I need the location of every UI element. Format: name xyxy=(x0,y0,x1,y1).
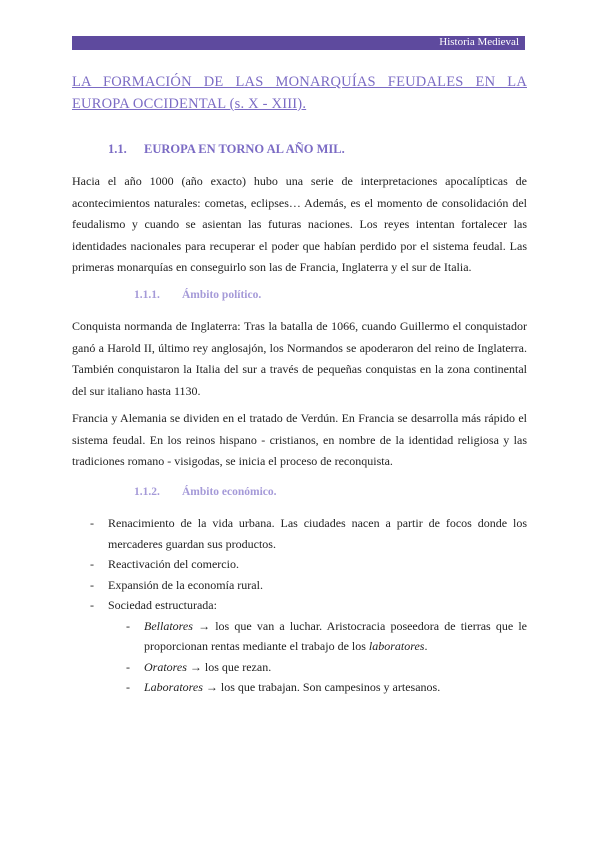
political-paragraph-2: Francia y Alemania se dividen en el tratado de Verdún. En Francia se desarrolla más rápido el sistema feudal. En los reinos hispano - cristianos, en nombre de la identidad religiosa y las tradiciones romano - visigodas, se inicia el proceso de reconquista. xyxy=(72,411,527,468)
society-sublist xyxy=(108,616,527,698)
subsection-title: Ámbito político. xyxy=(182,289,262,301)
subsection-number: 1.1.1. xyxy=(134,289,160,301)
header-bar xyxy=(72,36,525,50)
section-title: EUROPA EN TORNO AL AÑO MIL. xyxy=(144,142,345,156)
document-title: LA FORMACIÓN DE LAS MONARQUÍAS FEUDALES EN LA EUROPA OCCIDENTAL (s. X - XIII). xyxy=(72,74,527,112)
header-title: Historia Medieval xyxy=(439,36,519,48)
intro-paragraph: Hacia el año 1000 (año exacto) hubo una serie de interpretaciones apocalípticas de acontecimientos naturales: cometas, eclipses… Además, es el momento de consolidación del feudalismo y cuando se asientan las futuras naciones. Los reyes intentan fortalecer las identidades nacionales para recuperar el poder que habían perdido por el sistema feudal. Las primeras monarquías en conseguirlo son las de Francia, Inglaterra y el sur de Italia. xyxy=(72,174,527,274)
economic-list xyxy=(72,513,527,698)
list-item: - Reactivación del comercio. xyxy=(90,557,239,571)
subsection-number: 1.1.2. xyxy=(134,486,160,498)
list-item: - Sociedad estructurada: - Bellatores → los que van a luchar. Aristocracia poseedora de tierras que le proporcionan rentas mediante el trabajo de los laboratores. - Oratores → los que rezan. - Laboratores → los que trabajan. Son campesinos y artesanos. xyxy=(72,595,527,698)
subsection-heading-economic xyxy=(72,483,527,501)
list-item: - Laboratores → los que trabajan. Son campesinos y artesanos. xyxy=(126,680,441,694)
list-item: - Oratores → los que rezan. xyxy=(126,659,272,674)
list-item: - Renacimiento de la vida urbana. Las ciudades nacen a partir de focos donde los mercaderes guardan sus productos. xyxy=(90,516,527,551)
section-number: 1.1. xyxy=(108,142,127,156)
subsection-title: Ámbito económico. xyxy=(182,486,277,498)
section-heading xyxy=(72,140,527,158)
list-item: - Bellatores → los que van a luchar. Aristocracia poseedora de tierras que le proporcionan rentas mediante el trabajo de los laboratores. xyxy=(126,618,528,653)
list-item: - Expansión de la economía rural. xyxy=(90,577,263,592)
political-paragraph-1: Conquista normanda de Inglaterra: Tras la batalla de 1066, cuando Guillermo el conquistador ganó a Harold II, último rey anglosajón, los Normandos se apoderaron del reino de Inglaterra. También conquistaron la Italia del sur a través de pequeñas conquistas en la zona continental del sur italiano hasta 1130. xyxy=(72,319,527,398)
subsection-heading-political xyxy=(72,286,527,304)
